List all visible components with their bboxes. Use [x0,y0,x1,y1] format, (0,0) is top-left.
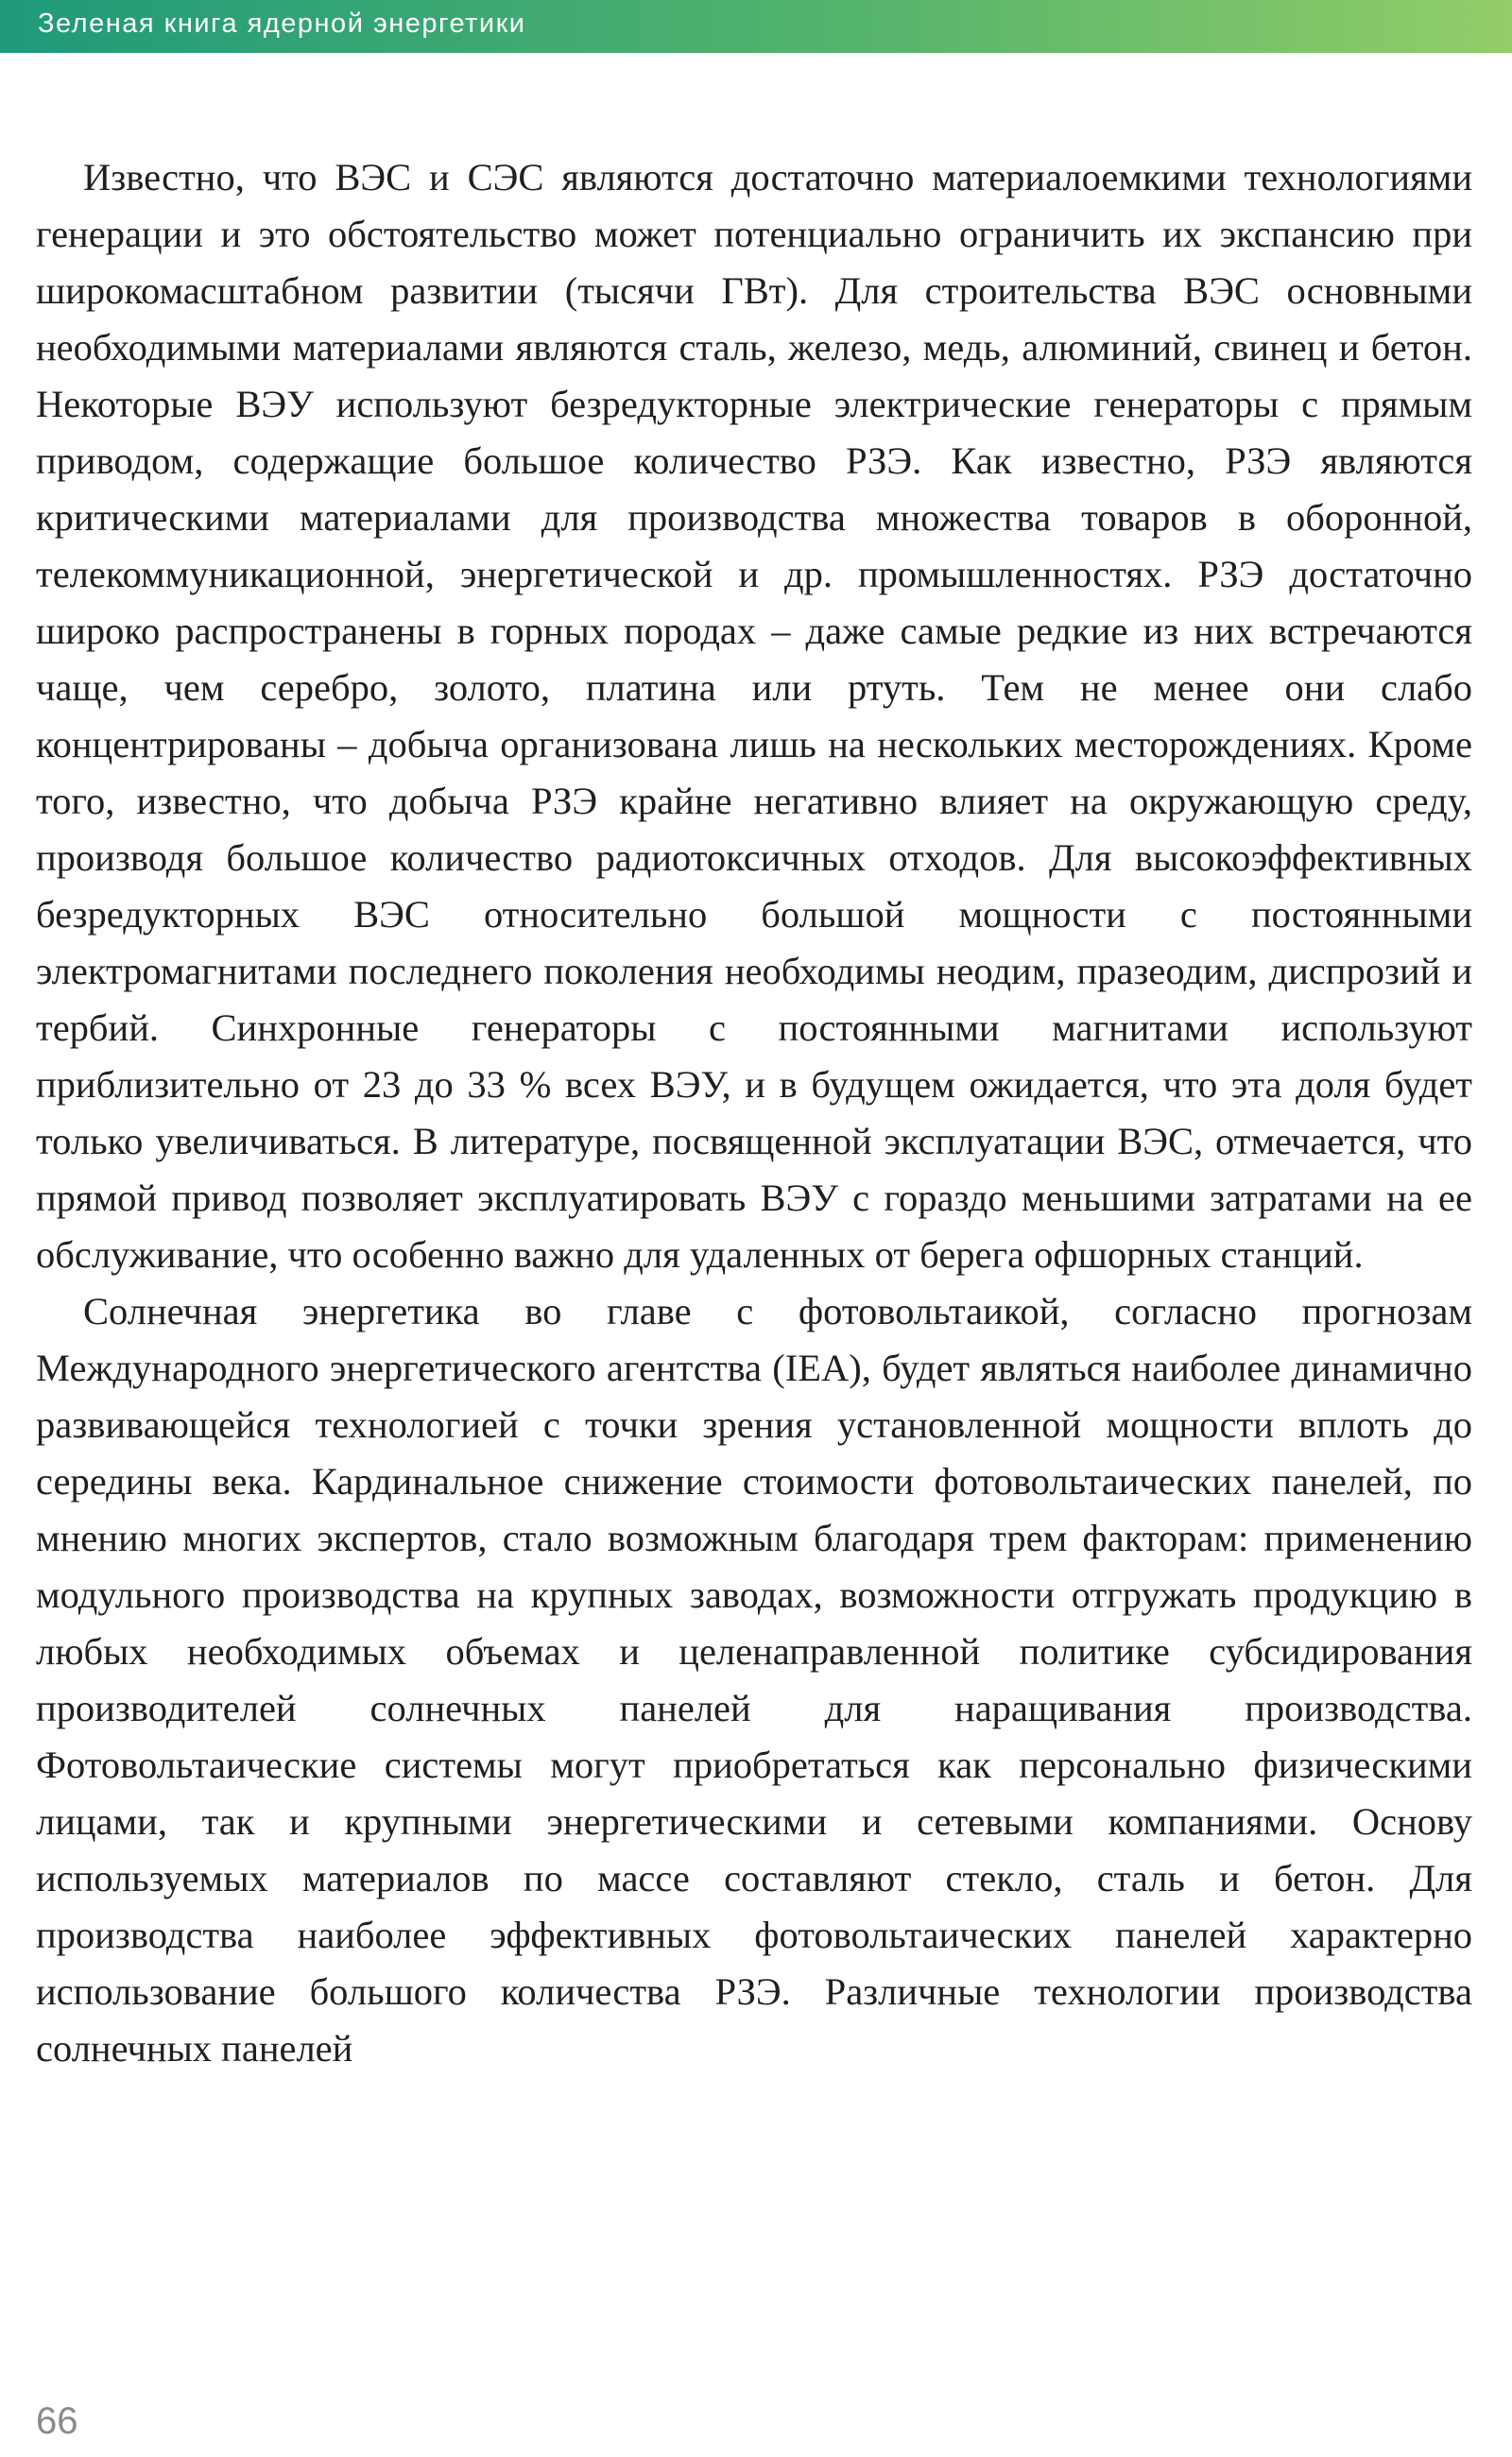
paragraph-wind-materials: Известно, что ВЭС и СЭС являются достаточно материалоемкими технологиями генерации и это обстоятельство может потенциально ограничить их экспансию при широкомасштабном развитии (тысячи ГВт). Для строительства ВЭС основными необходимыми материалами являются сталь, железо, медь, алюминий, свинец и бетон. Некоторые ВЭУ используют безредукторные электрические генераторы с прямым приводом, содержащие большое количество РЗЭ. Как известно, РЗЭ являются критическими материалами для производства множества товаров в оборонной, телекоммуникационной, энергетической и др. промышленностях. РЗЭ достаточно широко распространены в горных породах – даже самые редкие из них встречаются чаще, чем серебро, золото, платина или ртуть. Тем не менее они слабо концентрированы – добыча организована лишь на нескольких месторождениях. Кроме того, известно, что добыча РЗЭ крайне негативно влияет на окружающую среду, производя большое количество радиотоксичных отходов. Для высокоэффективных безредукторных ВЭС относительно большой мощности с постоянными электромагнитами последнего поколения необходимы неодим, празеодим, диспрозий и тербий. Синхронные генераторы с постоянными магнитами используют приблизительно от 23 до 33 % всех ВЭУ, и в будущем ожидается, что эта доля будет только увеличиваться. В литературе, посвященной эксплуатации ВЭС, отмечается, что прямой привод позволяет эксплуатировать ВЭУ с гораздо меньшими затратами на ее обслуживание, что особенно важно для удаленных от берега офшорных станций. [36,156,1472,1276]
paragraph-solar-energy: Солнечная энергетика во главе с фотовольтаикой, согласно прогнозам Международного энергетического агентства (IEA), будет являться наиболее динамично развивающейся технологией с точки зрения установленной мощности вплоть до середины века. Кардинальное снижение стоимости фотовольтаических панелей, по мнению многих экспертов, стало возможным благодаря трем факторам: применению модульного производства на крупных заводах, возможности отгружать продукцию в любых необходимых объемах и целенаправленной политике субсидирования производителей солнечных панелей для наращивания производства. Фотовольтаические системы могут приобретаться как персонально физическими лицами, так и крупными энергетическими и сетевыми компаниями. Основу используемых материалов по массе составляют стекло, сталь и бетон. Для производства наиболее эффективных фотовольтаических панелей характерно использование большого количества РЗЭ. Различные технологии производства солнечных панелей [36,1290,1472,2070]
running-header-band [0,0,1512,53]
body-text [36,149,1472,2077]
page-number: 66 [36,2400,78,2442]
running-header-title: Зеленая книга ядерной энергетики [38,9,526,39]
